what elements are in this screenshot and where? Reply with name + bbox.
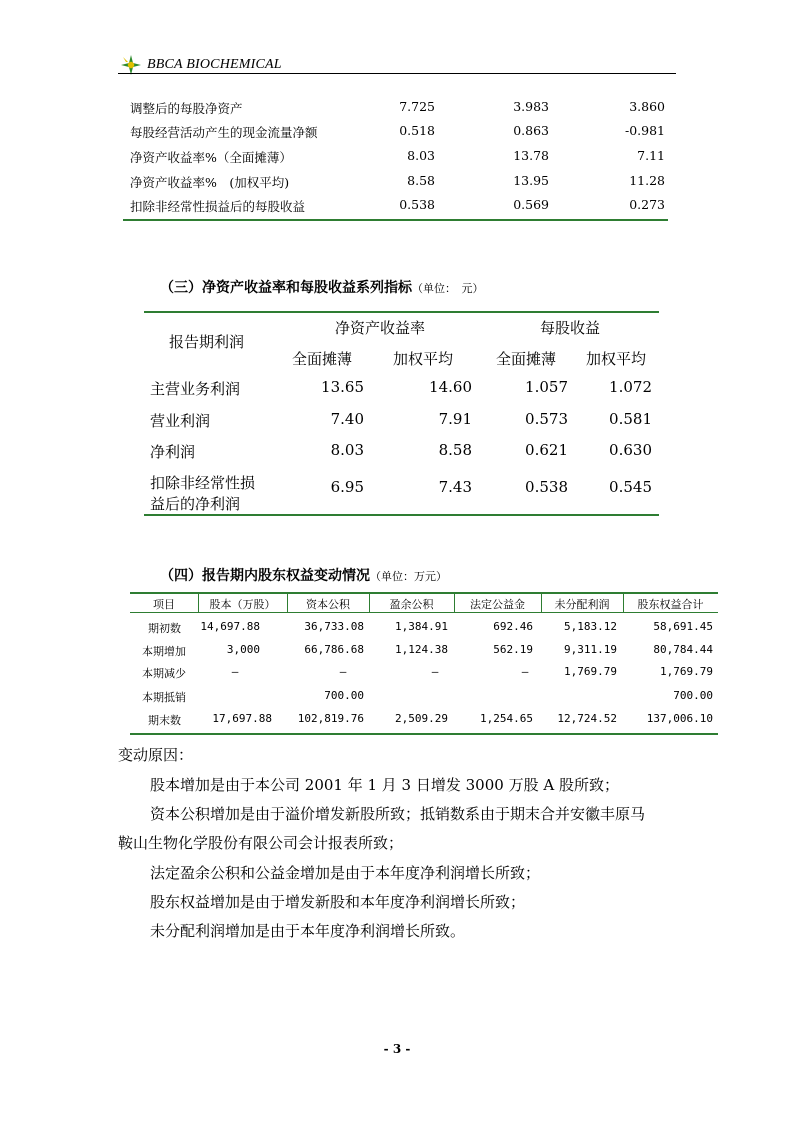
table-cell: 7.40 — [330, 410, 364, 428]
table-row-label: 期末数 — [148, 714, 181, 727]
table-row-label: 益后的净利润 — [150, 495, 241, 513]
table-cell: — — [521, 665, 529, 678]
table-cell: 14.60 — [429, 378, 472, 396]
table-bottom-rule — [123, 219, 668, 221]
table-cell: — — [339, 665, 347, 678]
section-title-text: （三）净资产收益率和每股收益系列指标 — [160, 280, 412, 296]
table-top-rule — [144, 311, 659, 313]
table-cell: 8.03 — [407, 148, 435, 163]
col-header: 法定公益金 — [470, 598, 525, 611]
table-cell: 1.072 — [609, 378, 652, 396]
table-row-label: 调整后的每股净资产 — [130, 101, 243, 116]
table-cell: 700.00 — [324, 689, 364, 702]
section-title-equity-change — [160, 565, 447, 585]
table-cell: 1.057 — [525, 378, 568, 396]
table-cell: 102,819.76 — [297, 712, 364, 725]
table-cell: 0.273 — [629, 197, 665, 212]
table-cell: 137,006.10 — [646, 712, 713, 725]
table-cell: — — [431, 665, 439, 678]
table-cell: 58,691.45 — [653, 620, 713, 633]
table-cell: -0.981 — [624, 123, 665, 138]
table-cell: 0.573 — [525, 410, 568, 428]
table-cell: 8.03 — [330, 441, 364, 459]
table-cell: 0.569 — [513, 197, 549, 212]
table-cell: 7.91 — [438, 410, 472, 428]
table-cell: 1,769.79 — [564, 665, 617, 678]
brand-name: BBCA BIOCHEMICAL — [147, 57, 282, 72]
table-cell: 8.58 — [438, 441, 472, 459]
table-cell: 5,183.12 — [564, 620, 617, 633]
section-unit: （单位：万元） — [370, 570, 447, 583]
subheader: 全面摊薄 — [496, 350, 557, 368]
table-row-label: 本期抵销 — [142, 691, 186, 704]
table-cell: 1,254.65 — [480, 712, 533, 725]
col-header: 项目 — [153, 598, 175, 611]
table-row-label: 净利润 — [150, 443, 196, 461]
table-cell: 36,733.08 — [304, 620, 364, 633]
reason-paragraph: 股本增加是由于本公司 2001 年 1 月 3 日增发 3000 万股 A 股所致； — [150, 776, 619, 794]
table-cell: 7.43 — [438, 478, 472, 496]
table-cell: 8.58 — [407, 173, 435, 188]
table-row-label: 期初数 — [148, 622, 181, 635]
table-cell: 3.860 — [629, 99, 665, 114]
table-cell: 14,697.88 — [200, 620, 260, 633]
table-cell: 13.95 — [513, 173, 549, 188]
table-cell: 0.538 — [525, 478, 568, 496]
col-header: 盈余公积 — [389, 598, 434, 611]
table-cell: 0.538 — [399, 197, 435, 212]
table-cell: 13.78 — [513, 148, 549, 163]
subheader: 加权平均 — [393, 350, 454, 368]
table-cell: 3,000 — [226, 643, 260, 656]
table-row-label: 净资产收益率%（全面摊薄） — [130, 150, 292, 165]
col-header-report-profit: 报告期利润 — [169, 333, 245, 351]
table-cell: 1,124.38 — [395, 643, 448, 656]
col-header: 股本（万股） — [209, 598, 276, 611]
reason-paragraph: 法定盈余公积和公益金增加是由于本年度净利润增长所致； — [150, 864, 541, 882]
table-row-label: 每股经营活动产生的现金流量净额 — [130, 125, 318, 140]
table-cell: 1,769.79 — [660, 665, 713, 678]
subheader: 加权平均 — [586, 350, 647, 368]
table-cell: 6.95 — [330, 478, 364, 496]
reason-paragraph: 鞍山生物化学股份有限公司会计报表所致； — [118, 834, 404, 852]
table-row-label: 本期减少 — [142, 667, 186, 680]
table-cell: 66,786.68 — [304, 643, 364, 656]
table-cell: 0.863 — [513, 123, 549, 138]
table-cell: 0.621 — [525, 441, 568, 459]
table-row-label: 营业利润 — [150, 412, 211, 430]
table-header-rule — [130, 612, 718, 613]
col-group-eps: 每股收益 — [539, 319, 600, 337]
col-header: 资本公积 — [306, 598, 350, 611]
reasons-heading: 变动原因： — [118, 746, 194, 764]
table-cell: 3.983 — [513, 99, 549, 114]
table-bottom-rule — [144, 514, 659, 516]
table-cell: 11.28 — [629, 173, 665, 188]
table-row-label: 扣除非经常性损益后的每股收益 — [130, 199, 306, 214]
col-header: 股东权益合计 — [637, 598, 704, 611]
table-cell: 0.518 — [399, 123, 435, 138]
table-cell: 9,311.19 — [564, 643, 617, 656]
col-header: 未分配利润 — [554, 598, 610, 611]
section-unit: （单位： 元） — [412, 282, 484, 295]
table-row-label: 本期增加 — [142, 645, 186, 658]
table-cell: 0.581 — [609, 410, 652, 428]
section-title-text: （四）报告期内股东权益变动情况 — [160, 568, 370, 584]
table-row-label: 主营业务利润 — [150, 380, 241, 398]
table-cell: 0.630 — [609, 441, 652, 459]
table-cell: — — [231, 665, 239, 678]
table-cell: 13.65 — [321, 378, 364, 396]
table-cell: 80,784.44 — [653, 643, 713, 656]
section-title-roe-eps — [160, 277, 484, 297]
table-bottom-rule — [130, 733, 718, 735]
table-top-rule — [130, 592, 718, 594]
reason-paragraph: 未分配利润增加是由于本年度净利润增长所致。 — [150, 922, 466, 940]
table-row-label: 净资产收益率% (加权平均) — [130, 175, 290, 190]
page-number: - 3 - — [383, 1042, 411, 1056]
table-cell: 17,697.88 — [212, 712, 272, 725]
table-cell: 12,724.52 — [557, 712, 617, 725]
reason-paragraph: 股东权益增加是由于增发新股和本年度净利润增长所致； — [150, 893, 526, 911]
reason-paragraph: 资本公积增加是由于溢价增发新股所致；抵销数系由于期末合并安徽丰原马 — [150, 805, 646, 823]
table-cell: 700.00 — [673, 689, 713, 702]
col-group-roe: 净资产收益率 — [334, 319, 425, 337]
table-cell: 1,384.91 — [395, 620, 448, 633]
table-cell: 7.11 — [637, 148, 665, 163]
table-cell: 692.46 — [493, 620, 533, 633]
table-cell: 562.19 — [493, 643, 533, 656]
table-cell: 2,509.29 — [395, 712, 448, 725]
subheader: 全面摊薄 — [292, 350, 353, 368]
table-row-label: 扣除非经常性损 — [150, 474, 256, 492]
table-cell: 0.545 — [609, 478, 652, 496]
table-cell: 7.725 — [399, 99, 435, 114]
header-divider — [118, 73, 676, 74]
